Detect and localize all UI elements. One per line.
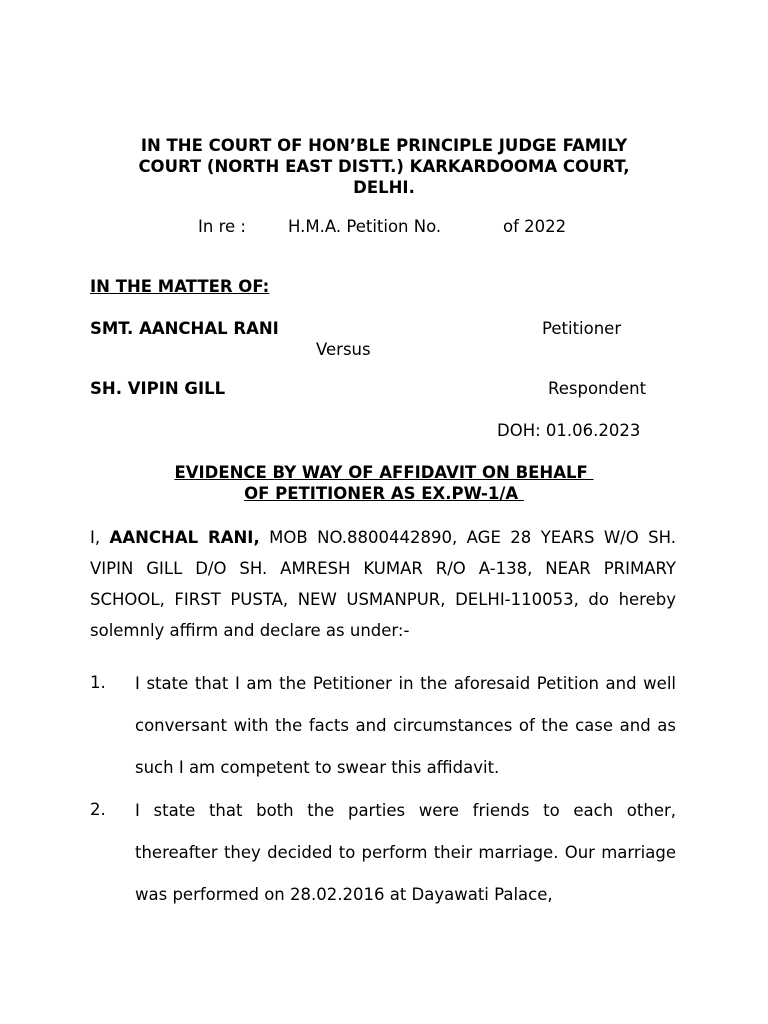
- intro-prefix: I,: [90, 528, 110, 547]
- affidavit-heading-line-2: OF PETITIONER AS EX.PW-1/A: [244, 484, 524, 503]
- court-title-line-1: IN THE COURT OF HON’BLE PRINCIPLE JUDGE FAMILY: [140, 136, 628, 155]
- petitioner-name: SMT. AANCHAL RANI: [90, 319, 279, 338]
- date-of-hearing: DOH: 01.06.2023: [497, 421, 641, 440]
- petitioner-role: Petitioner: [542, 319, 622, 338]
- petition-year: of 2022: [503, 217, 567, 236]
- intro-text: MOB NO.8800442890, AGE 28 YEARS W/O SH. VIPIN GILL D/O SH. AMRESH KUMAR R/O A-138, NEAR PRIMARY SCHOOL, FIRST PUSTA, NEW USMANPUR, DELHI-110053, do hereby solemnly affirm and declare as under:-: [90, 528, 676, 640]
- respondent-role: Respondent: [548, 379, 647, 398]
- in-re-label: In re :: [198, 217, 246, 236]
- court-title-line-2: COURT (NORTH EAST DISTT.) KARKARDOOMA COURT,: [138, 157, 630, 176]
- affidavit-heading: [100, 462, 668, 504]
- petition-number-label: H.M.A. Petition No.: [288, 217, 442, 236]
- respondent-name: SH. VIPIN GILL: [90, 379, 226, 398]
- paragraph-1-number: 1.: [90, 673, 106, 692]
- affidavit-heading-line-1: EVIDENCE BY WAY OF AFFIDAVIT ON BEHALF: [174, 463, 594, 482]
- court-title: [100, 135, 668, 198]
- intro-paragraph: [90, 522, 676, 646]
- versus-label: Versus: [316, 340, 371, 359]
- paragraph-2-text: I state that both the parties were friends to each other, thereafter they decided to perform their marriage. Our marriage was performed on 28.02.2016 at Dayawati Palace,: [135, 801, 676, 904]
- paragraph-2-number: 2.: [90, 800, 106, 819]
- paragraph-1-text: I state that I am the Petitioner in the aforesaid Petition and well conversant with the facts and circumstances of the case and as such I am competent to swear this affidavit.: [135, 674, 676, 777]
- court-title-line-3: DELHI.: [353, 178, 415, 197]
- matter-heading: IN THE MATTER OF:: [90, 277, 270, 296]
- deponent-name: AANCHAL RANI,: [109, 528, 260, 547]
